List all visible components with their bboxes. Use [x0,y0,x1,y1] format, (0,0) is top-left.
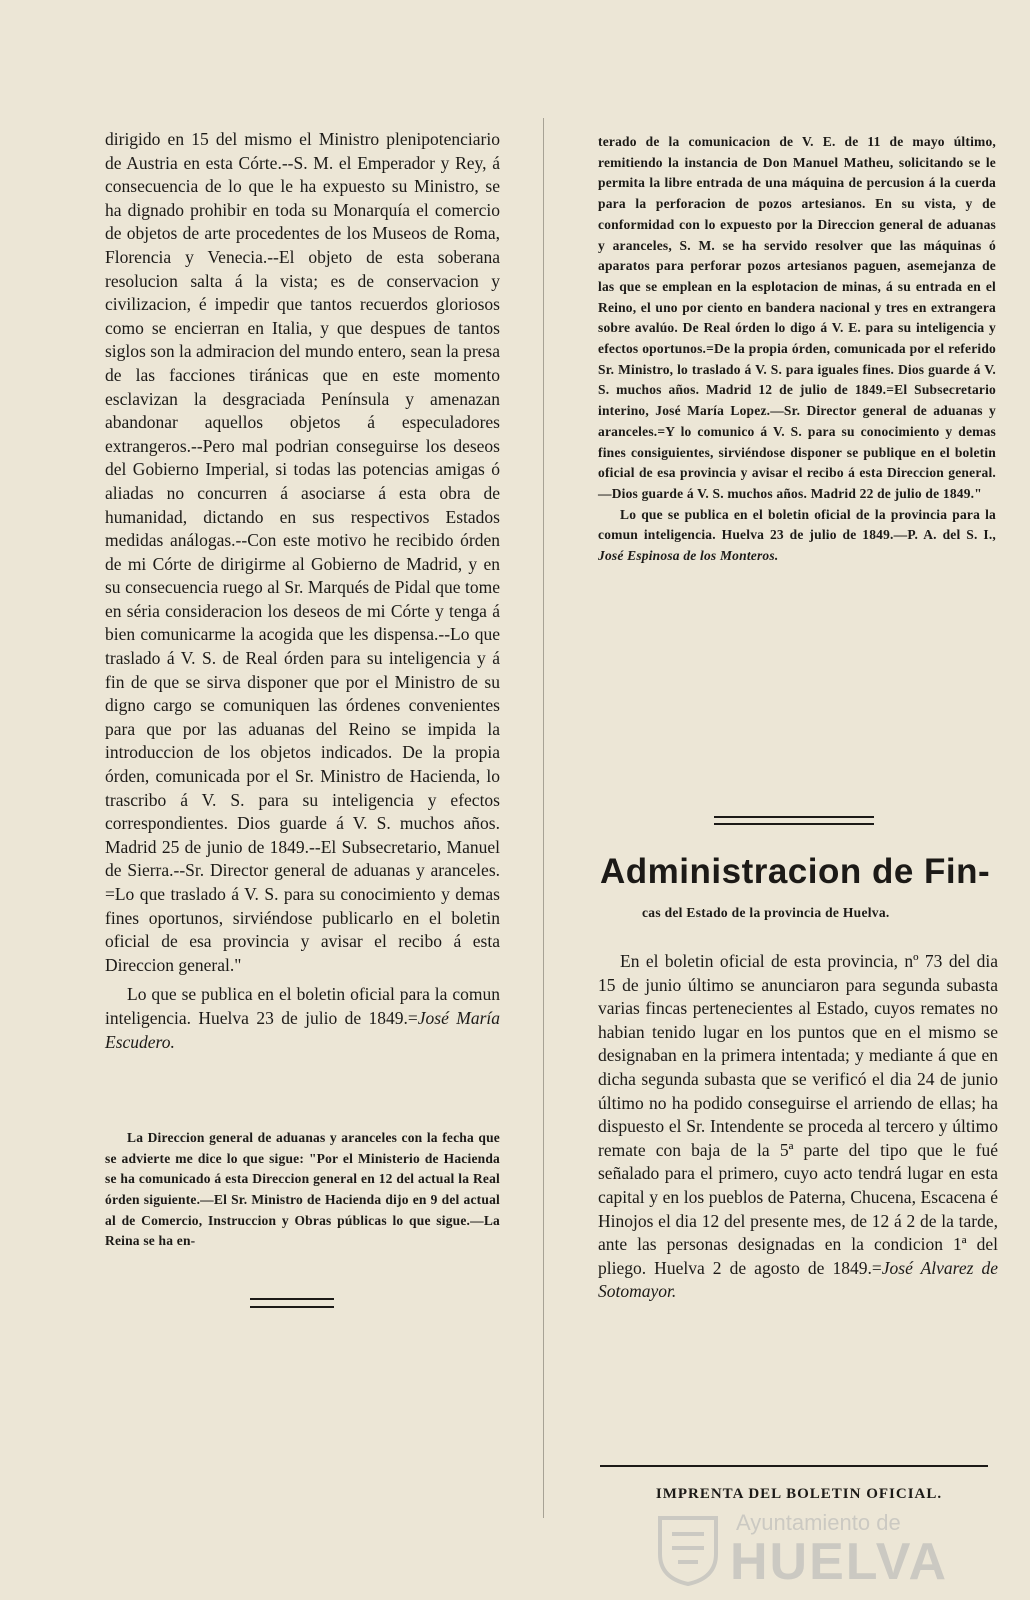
left-continuation-text: dirigido en 15 del mismo el Ministro plenipotenciario de Austria en esta Córte.--S. M. el Emperador y Rey, á consecuencia de lo que le ha expuesto su Ministro, se ha dignado prohibir en toda su Monarquía el comercio de objetos de arte procedentes de los Museos de Roma, Florencia y Venecia.--El objeto de esta soberana resolucion salta á la vista; es de conservacion y civilizacion, é impedir que tantos recuerdos gloriosos como se encierran en Italia, y que despues de tantos siglos son la admiracion del mundo entero, sean la presa de las facciones tiránicas que en este momento esclavizan la desgraciada Península y amenazan abandonar aquellos objetos á especuladores extrangeros.--Pero mal podrian conseguirse los deseos del Gobierno Imperial, si todas las potencias amigas ó aliadas no concurren á asociarse á esta obra de humanidad, dictando en sus respectivos Estados medidas análogas.--Con este motivo he recibido órden de mi Córte de dirigirme al Gobierno de Madrid, y en su consecuencia ruego al Sr. Marqués de Pidal que tome en séria consideracion los deseos de mi Córte y tenga á bien comunicarme la acogida que les dispensa.--Lo que traslado á V. S. de Real órden para su inteligencia y á fin de que se sirva disponer que por el Ministro de su digno cargo se comuniquen las órdenes convenientes para que por las aduanas del Reino se impida la introduccion de los objetos indicados. De la propia órden, comunicada por el Sr. Ministro de Hacienda, lo trascribo á V. S. para su inteligencia y efectos correspondientes. Dios guarde á V. S. muchos años. Madrid 25 de junio de 1849.--El Subsecretario, Manuel de Sierra.--Sr. Director general de aduanas y aranceles. =Lo que traslado á V. S. para su conocimiento y demas fines oportunos, sirviéndose publicarlo en el boletin oficial de esa provincia y avisar el recibo á esta Direccion general." [105,129,500,975]
left-closing-signature: José María Escudero. [105,1007,500,1052]
right-closing-paragraph [598,505,996,567]
left-closing-text: Lo que se publica en el boletin oficial para la comun inteligencia. Huelva 23 de julio de 1849.= [105,984,500,1028]
auction-notice-paragraph [598,950,998,1304]
section-heading: Administracion de Fin- [600,852,991,891]
watermark-line1: Ayuntamiento de [736,1510,901,1535]
second-notice-text: La Direccion general de aduanas y aranceles con la fecha que se advierte me dice lo que sigue: "Por el Ministerio de Hacienda se ha comunicado á esta Direccion general en 12 del actual la Real órden siguiente.—El Sr. Ministro de Hacienda dijo en 9 del actual al de Comercio, Instruccion y Obras públicas lo que sigue.—La Reina se ha en- [105,1130,500,1249]
bottom-rule [600,1465,988,1467]
right-continuation-text: terado de la comunicacion de V. E. de 11 de mayo último, remitiendo la instancia de Don Manuel Matheu, solicitando se le permita la libre entrada de una máquina de percusion á la cuerda para la perforacion de pozos artesianos. En su vista, y de conformidad con lo expuesto por la Direccion general de aduanas y aranceles, S. M. se ha servido resolver que las máquinas ó aparatos para perforar pozos artesianos paguen, asemejanza de las que se emplean en la esplotacion de minas, á su entrada en el Reino, el uno por ciento en bandera nacional y tres en extrangera sobre avalúo. De Real órden lo digo á V. E. para su inteligencia y efectos oportunos.=De la propia órden, comunicada por el referido Sr. Ministro, lo traslado á V. S. para iguales fines. Dios guarde á V. S. muchos años. Madrid 12 de julio de 1849.=El Subsecretario interino, José María Lopez.—Sr. Director general de aduanas y aranceles.=Y lo comunico á V. S. para su conocimiento y demas fines consiguientes, sirviéndose disponer se publique en el boletin oficial de esa provincia y avisar el recibo á esta Direccion general.—Dios guarde á V. S. muchos años. Madrid 22 de julio de 1849." [598,134,996,501]
section-divider-left [250,1298,334,1308]
auction-notice-signature: José Alvarez de Sotomayor. [598,1257,998,1302]
auction-notice-text: En el boletin oficial de esta provincia, nº 73 del dia 15 de junio último se anunciaron para segunda subasta varias fincas pertenecientes al Estado, cuyos remates no habian tenido lugar en los puntos que en el mismo se designaban en la primera intentada; y mediante á que en dicha segunda subasta que se verificó el dia 24 de junio último no ha podido conseguirse el arriendo de ellas; ha dispuesto el Sr. Intendente se proceda al tercero y último remate con baja de la 5ª parte del tipo que le fué señalado para el primero, cuyo acto tendrá lugar en esta capital y en los pueblos de Paterna, Chucena, Escacena é Hinojos el dia 12 del presente mes, de 12 á 2 de la tarde, ante las personas designadas en la condicion 1ª del pliego. Huelva 2 de agosto de 1849.= [598,951,998,1278]
section-divider-right [714,816,874,825]
left-closing-paragraph [105,983,500,1054]
section-spacer [105,1054,500,1128]
printer-imprint: IMPRENTA DEL BOLETIN OFICIAL. [655,1486,943,1502]
auction-notice [598,950,998,1304]
section-subheading: cas del Estado de la provincia de Huelva. [642,905,890,920]
left-column [105,128,500,1252]
archive-watermark [656,1510,1016,1590]
right-closing-signature: José Espinosa de los Monteros. [598,548,779,564]
watermark-line2: HUELVA [730,1533,949,1591]
column-separator [543,118,544,1518]
right-closing-text: Lo que se publica en el boletin oficial de la provincia para la comun inteligencia. Huelva 23 de julio de 1849.—P. A. del S. I., [598,506,996,543]
right-column [598,132,996,567]
seal-icon [656,1514,720,1586]
